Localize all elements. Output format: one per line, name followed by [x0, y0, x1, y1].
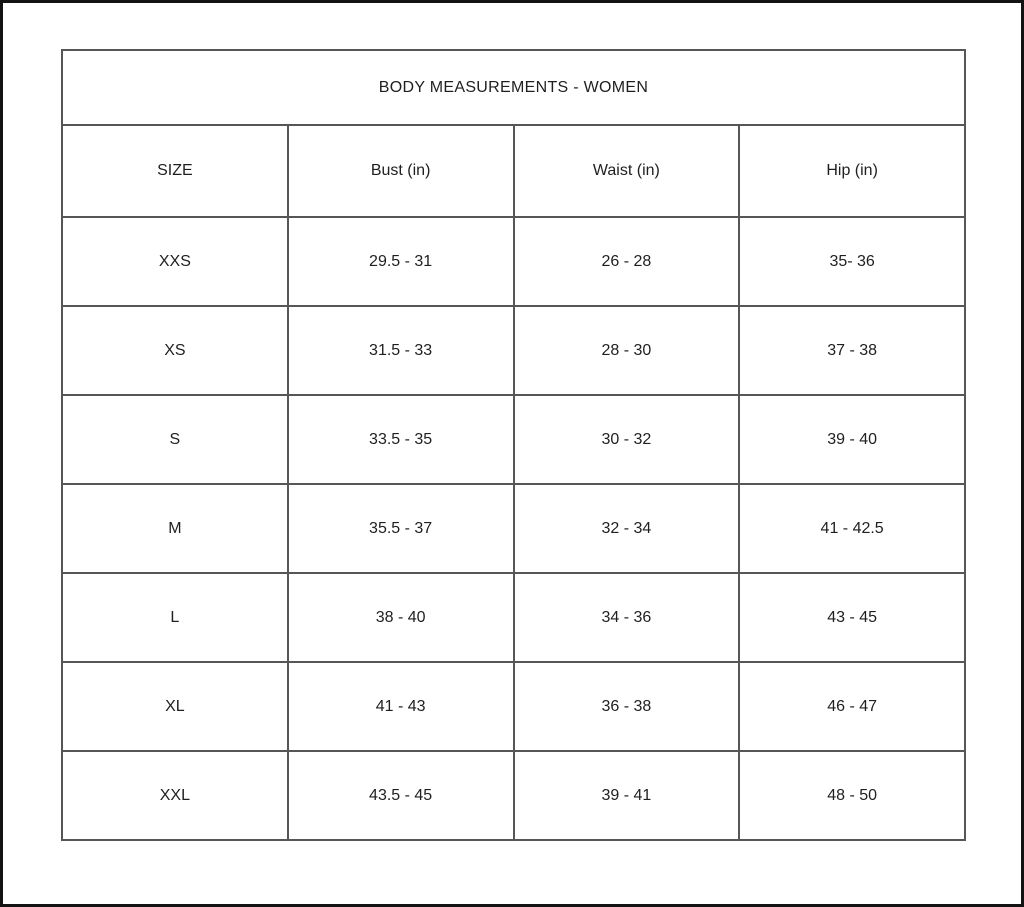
column-header-bust: Bust (in)	[288, 125, 514, 217]
size-cell: M	[62, 484, 288, 573]
hip-cell: 39 - 40	[739, 395, 965, 484]
hip-cell: 46 - 47	[739, 662, 965, 751]
waist-cell: 30 - 32	[514, 395, 740, 484]
table-row	[62, 306, 965, 395]
bust-cell: 41 - 43	[288, 662, 514, 751]
column-header-hip: Hip (in)	[739, 125, 965, 217]
column-header-size: SIZE	[62, 125, 288, 217]
header-row	[62, 125, 965, 217]
waist-cell: 39 - 41	[514, 751, 740, 840]
hip-cell: 37 - 38	[739, 306, 965, 395]
bust-cell: 29.5 - 31	[288, 217, 514, 306]
hip-cell: 35- 36	[739, 217, 965, 306]
table-row	[62, 484, 965, 573]
table-row	[62, 751, 965, 840]
hip-cell: 41 - 42.5	[739, 484, 965, 573]
bust-cell: 31.5 - 33	[288, 306, 514, 395]
table-row	[62, 395, 965, 484]
column-header-waist: Waist (in)	[514, 125, 740, 217]
table-row	[62, 662, 965, 751]
bust-cell: 38 - 40	[288, 573, 514, 662]
waist-cell: 36 - 38	[514, 662, 740, 751]
bust-cell: 33.5 - 35	[288, 395, 514, 484]
body-measurements-table	[61, 49, 966, 841]
waist-cell: 34 - 36	[514, 573, 740, 662]
bust-cell: 43.5 - 45	[288, 751, 514, 840]
hip-cell: 43 - 45	[739, 573, 965, 662]
size-cell: S	[62, 395, 288, 484]
waist-cell: 26 - 28	[514, 217, 740, 306]
title-row	[62, 50, 965, 125]
table-row	[62, 573, 965, 662]
bust-cell: 35.5 - 37	[288, 484, 514, 573]
size-cell: XL	[62, 662, 288, 751]
waist-cell: 32 - 34	[514, 484, 740, 573]
waist-cell: 28 - 30	[514, 306, 740, 395]
size-cell: XS	[62, 306, 288, 395]
size-cell: XXS	[62, 217, 288, 306]
table-title: BODY MEASUREMENTS - WOMEN	[62, 50, 965, 125]
size-cell: L	[62, 573, 288, 662]
hip-cell: 48 - 50	[739, 751, 965, 840]
size-cell: XXL	[62, 751, 288, 840]
table-row	[62, 217, 965, 306]
